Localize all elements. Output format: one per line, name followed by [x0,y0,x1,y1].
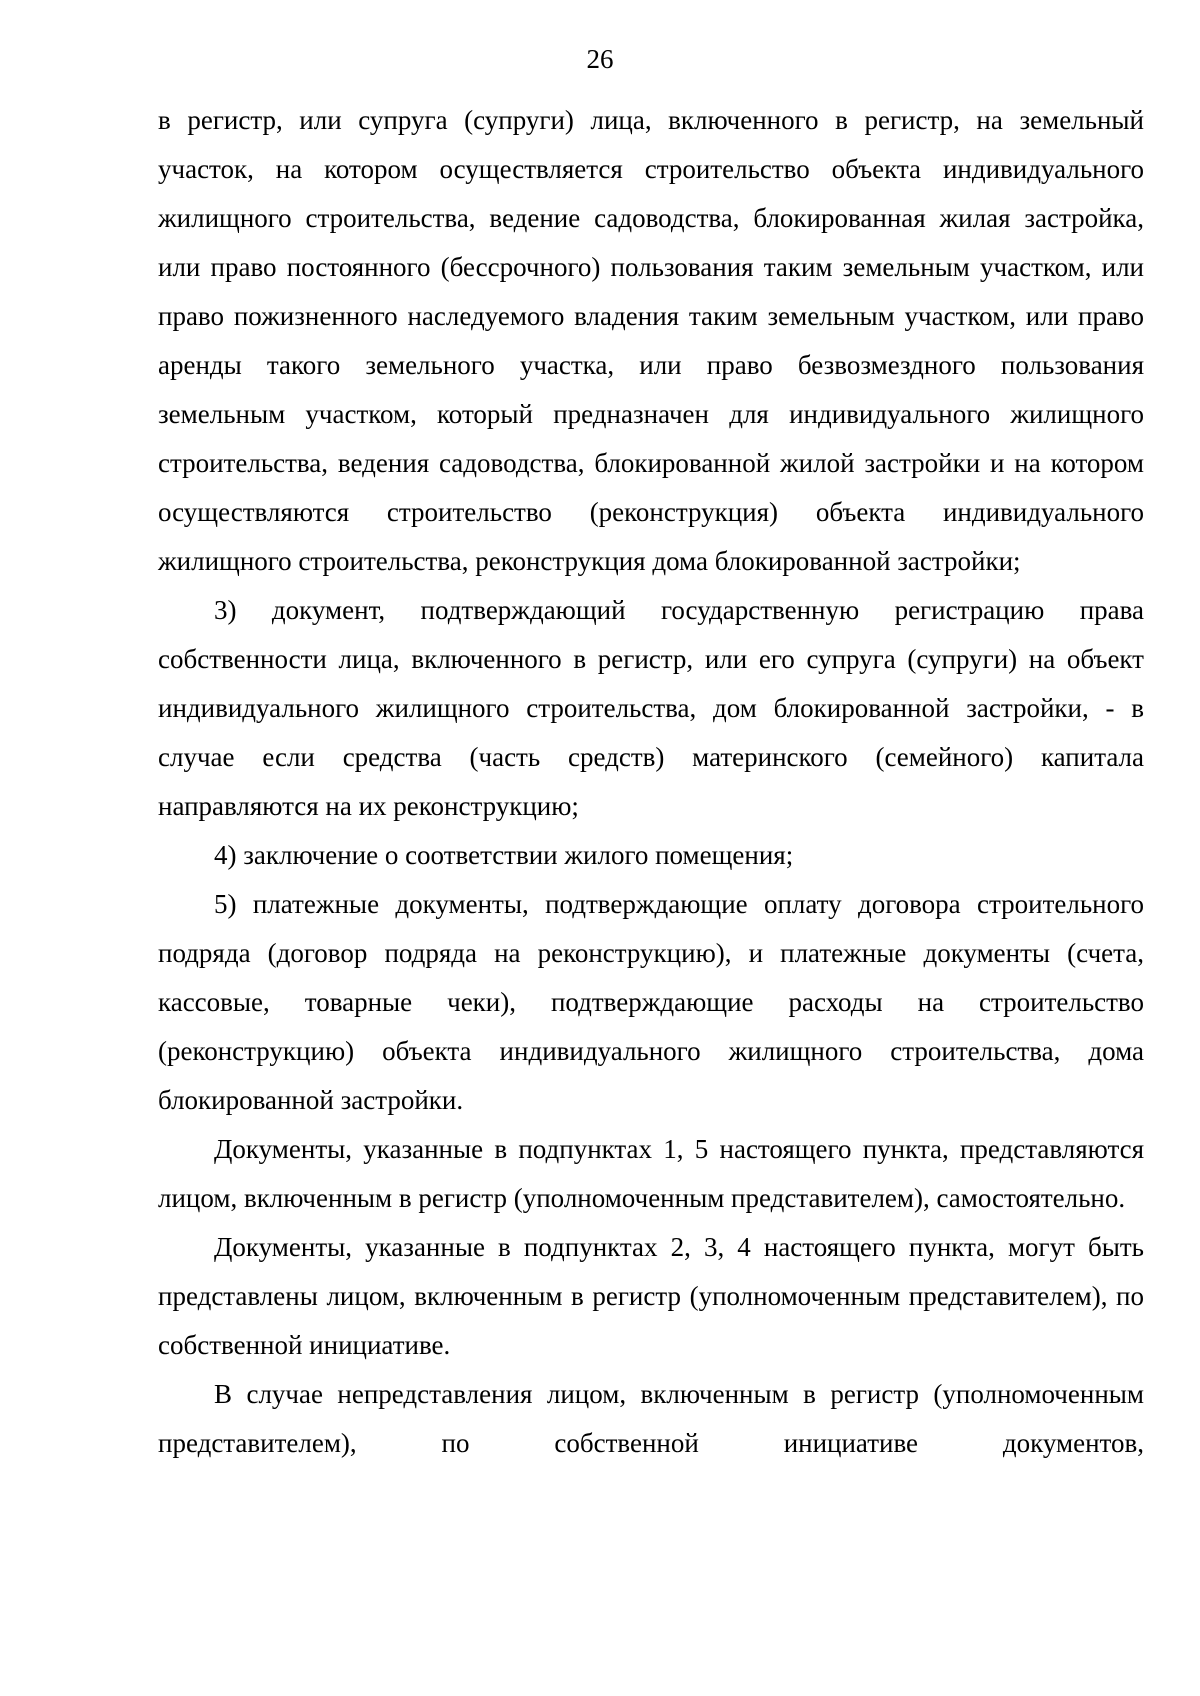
paragraph-item-3: 3) документ, подтверждающий государственную регистрацию права собственности лица, включенного в регистр, или его супруга (супруги) на объект индивидуального жилищного строительства, дом блокированной застройки, - в случае если средства (часть средств) материнского (семейного) капитала направляются на их реконструкцию; [158,595,1144,821]
document-body [158,96,1144,1468]
paragraph-item-4: 4) заключение о соответствии жилого помещения; [214,840,794,870]
paragraph-continuation: в регистр, или супруга (супруги) лица, включенного в регистр, на земельный участок, на котором осуществляется строительство объекта индивидуального жилищного строительства, ведение садоводства, блокированная жилая застройка, или право постоянного (бессрочного) пользования таким земельным участком, или право пожизненного наследуемого владения таким земельным участком, или право аренды такого земельного участка, или право безвозмездного пользования земельным участком, который предназначен для индивидуального жилищного строительства, ведения садоводства, блокированной жилой застройки и на котором осуществляются строительство (реконструкция) объекта индивидуального жилищного строительства, реконструкция дома блокированной застройки; [158,105,1144,576]
paragraph-item-5: 5) платежные документы, подтверждающие оплату договора строительного подряда (договор подряда на реконструкцию), и платежные документы (счета, кассовые, товарные чеки), подтверждающие расходы на строительство (реконструкцию) объекта индивидуального жилищного строительства, дома блокированной застройки. [158,889,1144,1115]
paragraph-self-submission: Документы, указанные в подпунктах 1, 5 настоящего пункта, представляются лицом, включенным в регистр (уполномоченным представителем), самостоятельно. [158,1134,1144,1213]
paragraph-non-submission: В случае непредставления лицом, включенным в регистр (уполномоченным представителем), по собственной инициативе документов, [158,1379,1144,1458]
page-number: 26 [586,44,614,74]
paragraph-own-initiative: Документы, указанные в подпунктах 2, 3, 4 настоящего пункта, могут быть представлены лицом, включенным в регистр (уполномоченным представителем), по собственной инициативе. [158,1232,1144,1360]
